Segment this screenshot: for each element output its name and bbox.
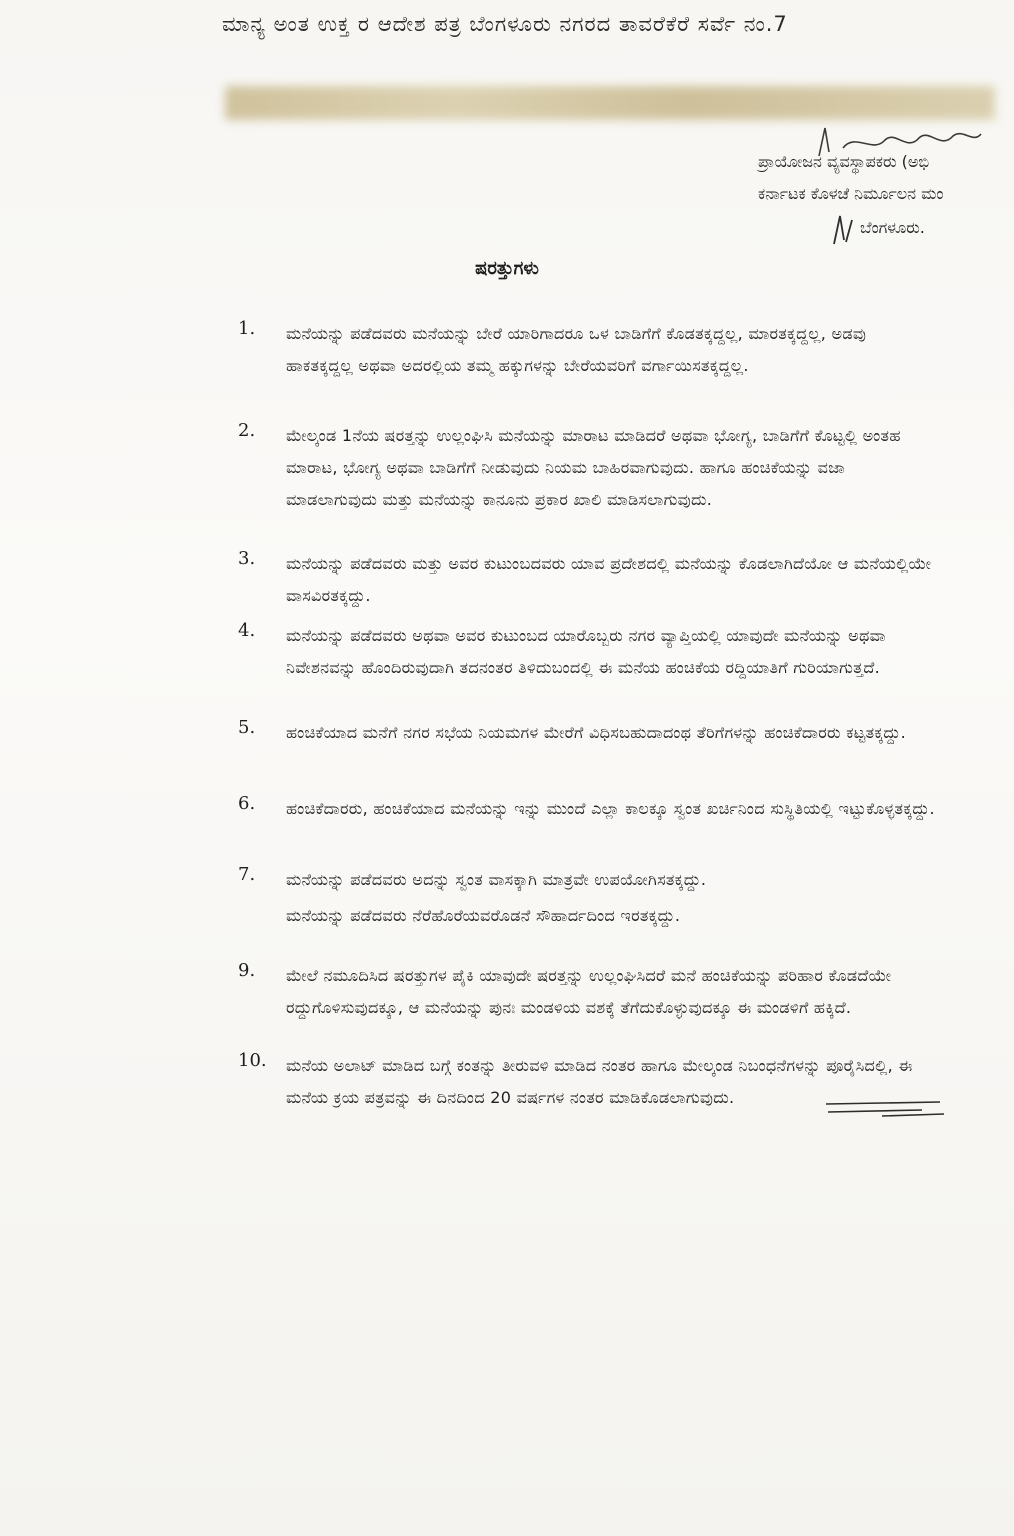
handwritten-underline: [822, 1094, 947, 1120]
condition-item: [238, 793, 938, 825]
redacted-line: [225, 86, 995, 120]
condition-text: ಮನೆಯ ಅಲಾಟ್ ಮಾಡಿದ ಬಗ್ಗೆ ಕಂತನ್ನು ತೀರುವಳಿ ಮಾಡಿದ ನಂತರ ಹಾಗೂ ಮೇಲ್ಕಂಡ ನಿಬಂಧನೆಗಳನ್ನು ಪೂರೈಸಿದಲ್ಲಿ, ಈ ಮನೆಯ ಕ್ರಯ ಪತ್ರವನ್ನು ಈ ದಿನದಿಂದ 20 ವರ್ಷಗಳ ನಂತರ ಮಾಡಿಕೊಡಲಾಗುವುದು.: [286, 1056, 913, 1107]
office-line-1: ಪ್ರಾಯೋಜನ ವ್ಯವಸ್ಥಾಪಕರು (ಅಭಿ: [758, 152, 930, 171]
condition-item: [238, 620, 938, 684]
condition-number: 10.: [238, 1050, 267, 1071]
condition-number: 2.: [238, 420, 256, 441]
condition-item: [238, 900, 938, 932]
condition-text: ಮೇಲ್ಕಂಡ 1ನೆಯ ಷರತ್ತನ್ನು ಉಲ್ಲಂಘಿಸಿ ಮನೆಯನ್ನು ಮಾರಾಟ ಮಾಡಿದರೆ ಅಥವಾ ಭೋಗ್ಯ, ಬಾಡಿಗೆಗೆ ಕೊಟ್ಟಲ್ಲಿ ಅಂತಹ ಮಾರಾಟ, ಭೋಗ್ಯ ಅಥವಾ ಬಾಡಿಗೆಗೆ ನೀಡುವುದು ನಿಯಮ ಬಾಹಿರವಾಗುವುದು. ಹಾಗೂ ಹಂಚಿಕೆಯನ್ನು ವಜಾ ಮಾಡಲಾಗುವುದು ಮತ್ತು ಮನೆಯನ್ನು ಕಾನೂನು ಪ್ರಕಾರ ಖಾಲಿ ಮಾಡಿಸಲಾಗುವುದು.: [286, 426, 901, 509]
condition-number: 6.: [238, 793, 256, 814]
initial-mark: [830, 212, 856, 248]
condition-number: 3.: [238, 548, 256, 569]
condition-number: 4.: [238, 620, 256, 641]
condition-text: ಮನೆಯನ್ನು ಪಡೆದವರು ಮತ್ತು ಅವರ ಕುಟುಂಬದವರು ಯಾವ ಪ್ರದೇಶದಲ್ಲಿ ಮನೆಯನ್ನು ಕೊಡಲಾಗಿದೆಯೋ ಆ ಮನೆಯಲ್ಲಿಯೇ ವಾಸವಿರತಕ್ಕದ್ದು.: [286, 554, 932, 605]
condition-text: ಹಂಚಿಕೆಯಾದ ಮನೆಗೆ ನಗರ ಸಭೆಯ ನಿಯಮಗಳ ಮೇರೆಗೆ ವಿಧಿಸಬಹುದಾದಂಥ ತೆರಿಗೆಗಳನ್ನು ಹಂಚಿಕೆದಾರರು ಕಟ್ಟತಕ್ಕದ್ದು.: [286, 723, 906, 742]
condition-item: [238, 548, 938, 612]
condition-item: [238, 864, 938, 896]
condition-item: [238, 960, 938, 1024]
condition-item: [238, 420, 938, 516]
office-line-2: ಕರ್ನಾಟಕ ಕೊಳಚೆ ನಿರ್ಮೂಲನ ಮಂ: [758, 184, 944, 203]
condition-text: ಮನೆಯನ್ನು ಪಡೆದವರು ಅಥವಾ ಅವರ ಕುಟುಂಬದ ಯಾರೊಬ್ಬರು ನಗರ ವ್ಯಾಪ್ತಿಯಲ್ಲಿ ಯಾವುದೇ ಮನೆಯನ್ನು ಅಥವಾ ನಿವೇಶನವನ್ನು ಹೊಂದಿರುವುದಾಗಿ ತದನಂತರ ತಿಳಿದುಬಂದಲ್ಲಿ ಈ ಮನೆಯ ಹಂಚಿಕೆಯ ರದ್ದಿಯಾತಿಗೆ ಗುರಿಯಾಗುತ್ತದೆ.: [286, 626, 886, 677]
conditions-heading: ಷರತ್ತುಗಳು: [475, 258, 539, 279]
condition-text: ಹಂಚಿಕೆದಾರರು, ಹಂಚಿಕೆಯಾದ ಮನೆಯನ್ನು ಇನ್ನು ಮುಂದೆ ಎಲ್ಲಾ ಕಾಲಕ್ಕೂ ಸ್ವಂತ ಖರ್ಚಿನಿಂದ ಸುಸ್ಥಿತಿಯಲ್ಲಿ ಇಟ್ಟುಕೊಳ್ಳತಕ್ಕದ್ದು.: [286, 799, 935, 818]
header-top-line: ಮಾನ್ಯ ಅಂತ ಉಕ್ತ ರ ಆದೇಶ ಪತ್ರ ಬೆಂಗಳೂರು ನಗರದ ತಾವರೆಕೆರೆ ಸರ್ವೆ ನಂ.7: [222, 12, 788, 36]
condition-item: [238, 717, 938, 749]
office-line-3: ಬೆಂಗಳೂರು.: [860, 218, 925, 237]
condition-number: 7.: [238, 864, 256, 885]
condition-text: ಮನೆಯನ್ನು ಪಡೆದವರು ನೆರೆಹೊರೆಯವರೊಡನೆ ಸೌಹಾರ್ದದಿಂದ ಇರತಕ್ಕದ್ದು.: [286, 906, 681, 925]
condition-text: ಮನೆಯನ್ನು ಪಡೆದವರು ಅದನ್ನು ಸ್ವಂತ ವಾಸಕ್ಕಾಗಿ ಮಾತ್ರವೇ ಉಪಯೋಗಿಸತಕ್ಕದ್ದು.: [286, 870, 707, 889]
condition-item: [238, 318, 938, 382]
condition-number: 5.: [238, 717, 256, 738]
condition-text: ಮೇಲೆ ನಮೂದಿಸಿದ ಷರತ್ತುಗಳ ಪೈಕಿ ಯಾವುದೇ ಷರತ್ತನ್ನು ಉಲ್ಲಂಘಿಸಿದರೆ ಮನೆ ಹಂಚಿಕೆಯನ್ನು ಪರಿಹಾರ ಕೊಡದೆಯೇ ರದ್ದುಗೊಳಿಸುವುದಕ್ಕೂ, ಆ ಮನೆಯನ್ನು ಪುನಃ ಮಂಡಳಿಯ ವಶಕ್ಕೆ ತೆಗೆದುಕೊಳ್ಳುವುದಕ್ಕೂ ಈ ಮಂಡಳಿಗೆ ಹಕ್ಕಿದೆ.: [286, 966, 892, 1017]
condition-number: 1.: [238, 318, 256, 339]
condition-number: 9.: [238, 960, 256, 981]
condition-text: ಮನೆಯನ್ನು ಪಡೆದವರು ಮನೆಯನ್ನು ಬೇರೆ ಯಾರಿಗಾದರೂ ಒಳ ಬಾಡಿಗೆಗೆ ಕೊಡತಕ್ಕದ್ದಲ್ಲ, ಮಾರತಕ್ಕದ್ದಲ್ಲ, ಅಡವು ಹಾಕತಕ್ಕದ್ದಲ್ಲ ಅಥವಾ ಅದರಲ್ಲಿಯ ತಮ್ಮ ಹಕ್ಕುಗಳನ್ನು ಬೇರೆಯವರಿಗೆ ವರ್ಗಾಯಿಸತಕ್ಕದ್ದಲ್ಲ.: [286, 324, 867, 375]
